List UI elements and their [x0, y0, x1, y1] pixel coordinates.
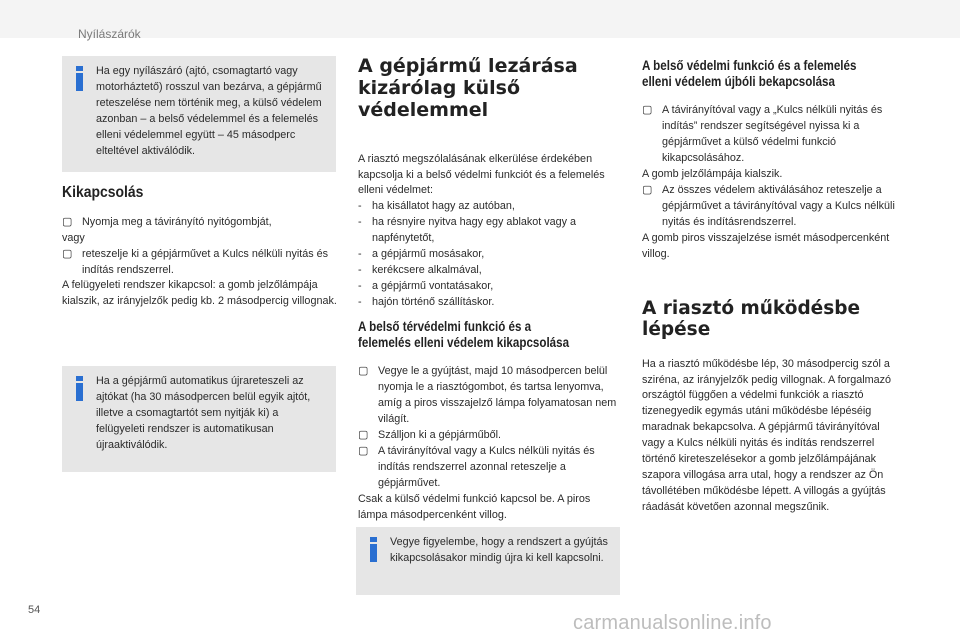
note-text: Vegye figyelembe, hogy a rendszert a gyújtás kikapcsolásakor mindig újra ki kell kapcsolni.	[390, 536, 608, 564]
bullet-item: ▢ reteszelje ki a gépjárművet a Kulcs nélküli nyitás és indítás rendszerrel.	[62, 247, 329, 276]
arrow-bullet-icon: ▢	[358, 428, 369, 441]
section-title: Nyílászárók	[78, 27, 141, 41]
info-note	[356, 527, 620, 595]
header-strip	[0, 0, 960, 38]
paragraph: A gomb jelzőlámpája kialszik.	[642, 167, 783, 180]
info-note	[62, 56, 336, 172]
bullet-item: ▢ Nyomja meg a távirányító nyitógombját,	[62, 215, 338, 231]
paragraph: Ha a riasztó működésbe lép, 30 másodpercig szól a sziréna, az irányjelzők pedig villognak. A forgalmazó országtól függően a védelmi funkciók a riasztó tizenegyedik egymás utáni működésbe lépéséig maradnak bekapcsolva. A gépjármű távirányítóval vagy a Kulcs nélküli nyitás és indítás rendszerrel történő kireteszelésekor a gomb jelzőlámpájának szapora villogása arra utal, hogy a rendszer az Ön távollétében működésbe lépett. A villogás a gyújtás ráadását követően azonnal megszűnik.	[642, 357, 892, 514]
heading-riaszto-mukodes: A riasztó működésbe lépése	[642, 298, 861, 341]
dash-item: - ha kisállatot hagy az autóban,	[358, 200, 515, 213]
paragraph: Csak a külső védelmi funkció kapcsol be. A piros lámpa másodpercenként villog.	[358, 492, 591, 521]
dash-item: - a gépjármű vontatásakor,	[358, 280, 494, 293]
arrow-bullet-icon: ▢	[62, 215, 73, 228]
info-icon	[75, 66, 84, 91]
column-right	[642, 58, 904, 263]
arrow-bullet-icon: ▢	[358, 364, 369, 377]
dash-item: - hajón történő szállításkor.	[358, 296, 495, 309]
heading-ujboli-bekapcsolas: A belső védelmi funkció és a felemelés elleni védelem újbóli bekapcsolása	[642, 58, 857, 90]
info-note	[62, 366, 336, 472]
column-left	[62, 184, 338, 310]
column-middle	[358, 56, 620, 311]
column-right-lower	[642, 298, 904, 516]
note-text: Ha egy nyílászáró (ajtó, csomagtartó vagy motorháztető) rosszul van bezárva, a gépjármű reteszelése nem történik meg, a külső védelem azonban – a belső védelemmel és a felemelés elleni védelemmel együtt – 45 másodperc elteltével aktiválódik.	[96, 65, 322, 157]
watermark: carmanualsonline.info	[573, 612, 772, 634]
arrow-bullet-icon: ▢	[62, 247, 73, 260]
heading-kulso-vedelem: A gépjármű lezárása kizárólag külső védelemmel	[358, 55, 578, 121]
bullet-item: ▢ Szálljon ki a gépjárműből.	[358, 428, 620, 444]
paragraph: vagy	[62, 231, 85, 244]
bullet-item: ▢ Az összes védelem aktiválásához reteszelje a gépjárművet a távirányítóval vagy a Kulcs nélküli nyitás és indításrendszerrel.	[642, 183, 895, 228]
page-number: 54	[28, 604, 41, 616]
dash-item: - a gépjármű mosásakor,	[358, 248, 485, 261]
heading-kikapcsolas: Kikapcsolás	[62, 184, 144, 201]
arrow-bullet-icon: ▢	[642, 183, 653, 196]
arrow-bullet-icon: ▢	[358, 444, 369, 457]
paragraph: A riasztó megszólalásának elkerülése érdekében kapcsolja ki a belső védelmi funkciót és a felemelés elleni védelmet:	[358, 152, 605, 197]
heading-belso-kikapcsolas: A belső térvédelmi funkció és a felemelés elleni védelem kikapcsolása	[358, 319, 570, 351]
dash-item: - ha résnyire nyitva hagy egy ablakot vagy a napfénytetőt,	[358, 216, 577, 245]
info-icon	[369, 537, 378, 562]
arrow-bullet-icon: ▢	[642, 103, 653, 116]
column-middle-lower	[358, 319, 620, 524]
note-text: Ha a gépjármű automatikus újrareteszeli az ajtókat (ha 30 másodpercen belül egyik ajtót, illetve a csomagtartót sem nyitják ki) a felügyeleti rendszer is automatikusan újraaktiválódik.	[96, 375, 311, 451]
bullet-item: ▢ Vegye le a gyújtást, majd 10 másodpercen belül nyomja le a riasztógombot, és tartsa lenyomva, amíg a piros visszajelző lámpa folyamatosan nem világít.	[358, 364, 617, 425]
paragraph: A gomb piros visszajelzése ismét másodpercenként villog.	[642, 231, 890, 260]
bullet-item: ▢ A távirányítóval vagy a Kulcs nélküli nyitás és indítás rendszerrel azonnal reteszelje a gépjárművet.	[358, 444, 595, 489]
info-icon	[75, 376, 84, 401]
paragraph: A felügyeleti rendszer kikapcsol: a gomb jelzőlámpája kialszik, az irányjelzők pedig kb. 2 másodpercig villognak.	[62, 279, 337, 308]
bullet-item: ▢ A távirányítóval vagy a „Kulcs nélküli nyitás és indítás” rendszer segítségével nyissa ki a gépjárművet a külső védelmi funkció kikapcsolásához.	[642, 103, 883, 164]
dash-item: - kerékcsere alkalmával,	[358, 264, 482, 277]
